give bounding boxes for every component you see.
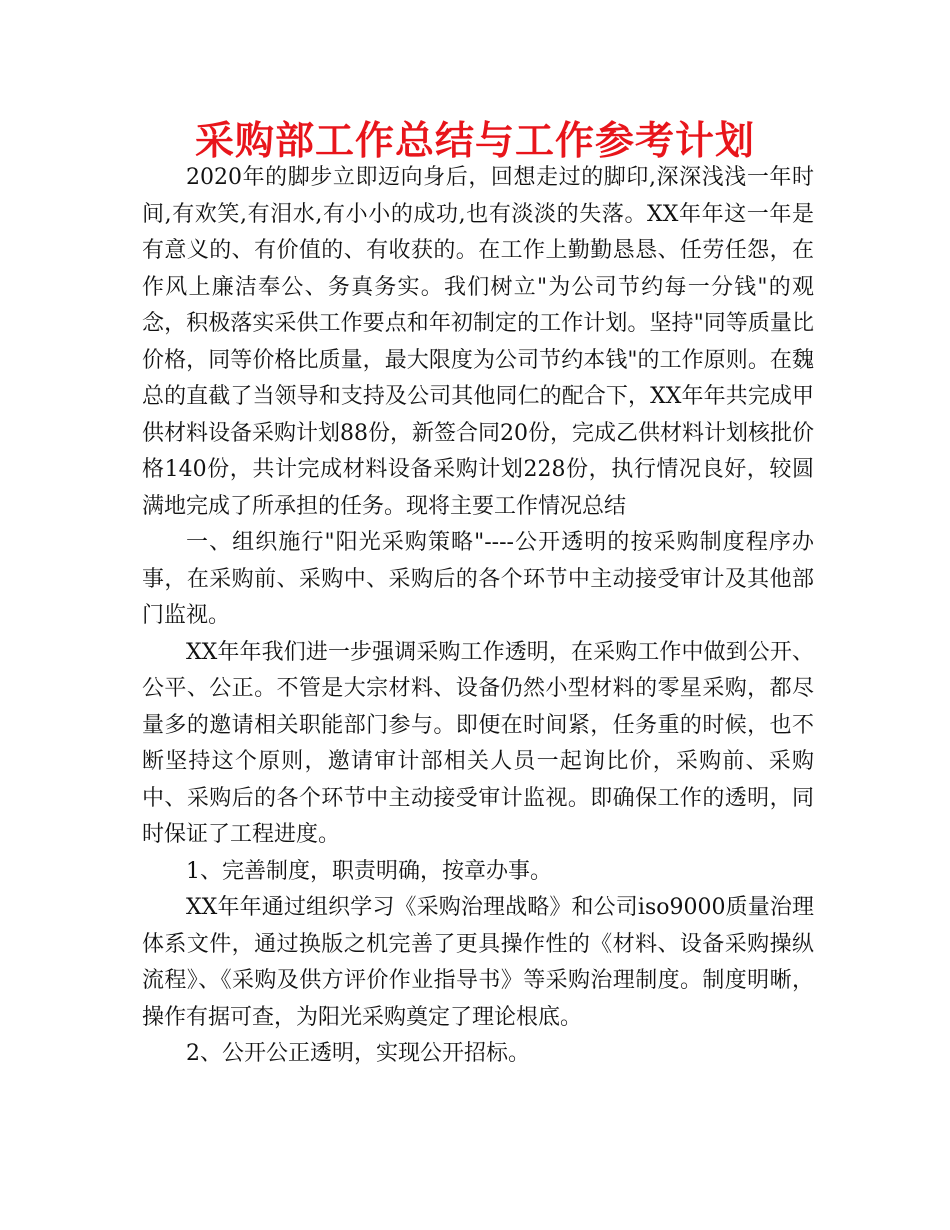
paragraph: 2、公开公正透明，实现公开招标。 bbox=[186, 1041, 530, 1066]
paragraph: XX年年我们进一步强调采购工作透明，在采购工作中做到公开、公平、公正。不管是大宗材料、设备仍然小型材料的零星采购，都尽量多的邀请相关职能部门参与。即便在时间紧，任务重的时候，也不断坚持这个原则，邀请审计部相关人员一起询比价，采购前、采购中、采购后的各个环节中主动接受审计监视。即确保工作的透明，同时保证了工程进度。 bbox=[142, 639, 814, 847]
paragraph: 一、组织施行"阳光采购策略"----公开透明的按采购制度程序办事，在采购前、采购中、采购后的各个环节中主动接受审计及其他部门监视。 bbox=[142, 530, 814, 628]
paragraph: 1、完善制度，职责明确，按章办事。 bbox=[186, 858, 552, 884]
document-body bbox=[142, 160, 814, 1073]
paragraph: 2020年的脚步立即迈向身后，回想走过的脚印,深深浅浅一年时间,有欢笑,有泪水,有小小的成功,也有淡淡的失落。XX年年这一年是有意义的、有价值的、有收获的。在工作上勤勤恳恳、任劳任怨，在作风上廉洁奉公、务真务实。我们树立"为公司节约每一分钱"的观念，积极落实采供工作要点和年初制定的工作计划。坚持"同等质量比价格，同等价格比质量，最大限度为公司节约本钱"的工作原则。在魏总的直截了当领导和支持及公司其他同仁的配合下，XX年年共完成甲供材料设备采购计划88份，新签合同20份，完成乙供材料计划核批价格140份，共计完成材料设备采购计划228份，执行情况良好，较圆满地完成了所承担的任务。现将主要工作情况总结 bbox=[142, 165, 814, 519]
document-title: 采购部工作总结与工作参考计划 bbox=[194, 119, 755, 164]
paragraph: XX年年通过组织学习《采购治理战略》和公司iso9000质量治理体系文件，通过换版之机完善了更具操作性的《材料、设备采购操纵流程》、《采购及供方评价作业指导书》等采购治理制度。制度明晰，操作有据可查，为阳光采购奠定了理论根底。 bbox=[142, 895, 814, 1030]
